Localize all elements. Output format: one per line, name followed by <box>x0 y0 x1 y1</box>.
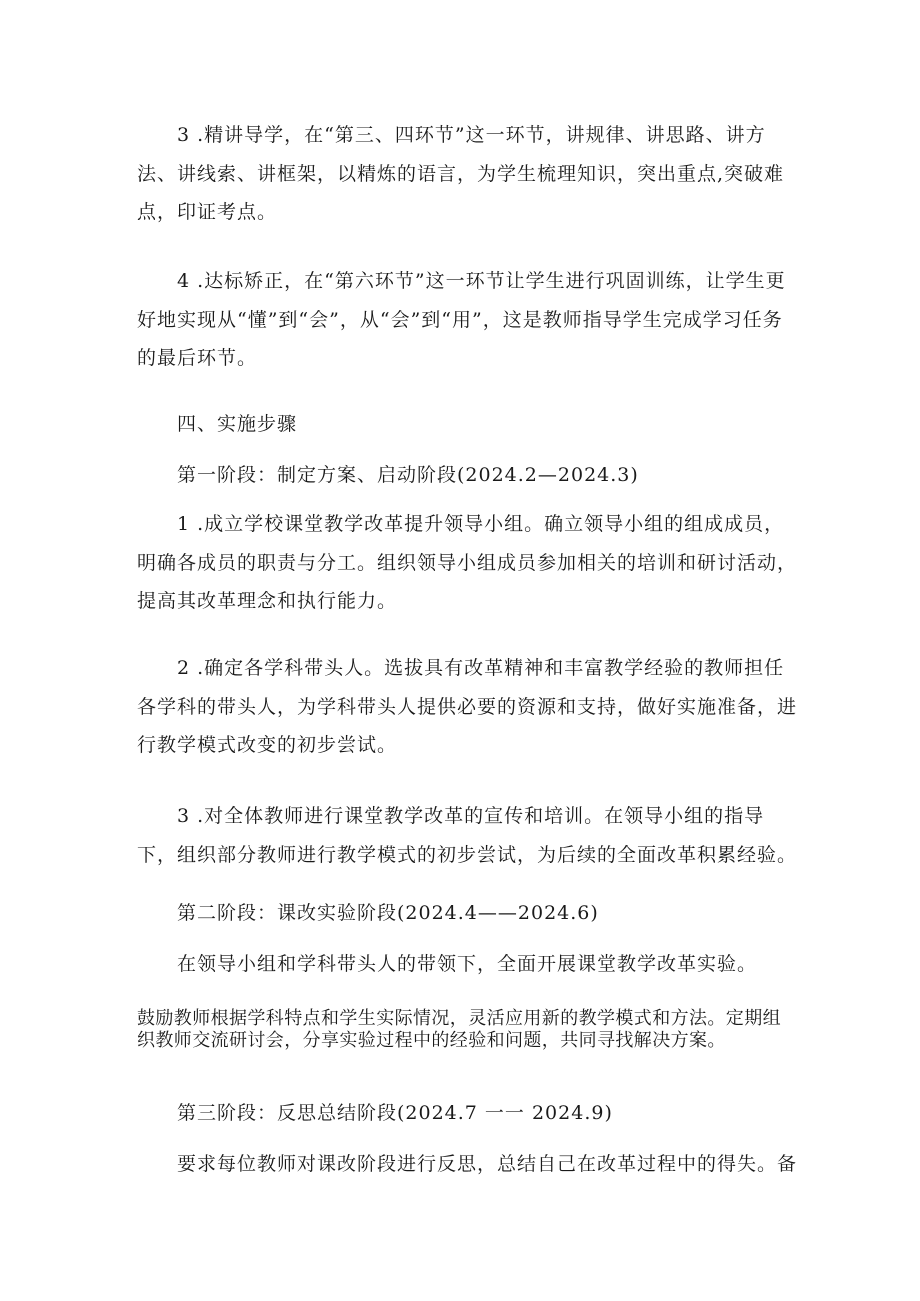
stage-1-item-2: 2 .确定各学科带头人。选拔具有改革精神和丰富教学经验的教师担任各学科的带头人，为学科带头人提供必要的资源和支持，做好实施准备，进行教学模式改变的初步尝试。 <box>137 657 798 756</box>
paragraph-point-3: 3 .精讲导学，在“第三、四环节”这一环节，讲规律、讲思路、讲方法、讲线索、讲框架，以精炼的语言，为学生梳理知识，突出重点,突破难点，印证考点。 <box>137 124 785 223</box>
stage-3-item-1: 要求每位教师对课改阶段进行反思，总结自己在改革过程中的得失。备 <box>177 1153 798 1175</box>
stage-2-heading: 第二阶段：课改实验阶段(2024.4——2024.6) <box>177 902 599 924</box>
stage-1-heading: 第一阶段：制定方案、启动阶段(2024.2—2024.3) <box>177 464 639 486</box>
stage-1-item-1: 1 .成立学校课堂教学改革提升领导小组。确立领导小组的组成成员，明确各成员的职责与分工。组织领导小组成员参加相关的培训和研讨活动，提高其改革理念和执行能力。 <box>137 513 798 612</box>
stage-1-item-3: 3 .对全体教师进行课堂教学改革的宣传和培训。在领导小组的指导下，组织部分教师进行教学模式的初步尝试，为后续的全面改革积累经验。 <box>137 805 798 866</box>
stage-3-heading: 第三阶段：反思总结阶段(2024.7 一一 2024.9) <box>177 1102 613 1124</box>
stage-2-item-2: 鼓励教师根据学科特点和学生实际情况，灵活应用新的教学模式和方法。定期组织教师交流研讨会，分享实验过程中的经验和问题，共同寻找解决方案。 <box>137 1008 781 1051</box>
paragraph-point-4: 4 .达标矫正，在“第六环节”这一环节让学生进行巩固训练，让学生更好地实现从“懂”到“会”，从“会”到“用”，这是教师指导学生完成学习任务的最后环节。 <box>137 270 786 369</box>
section-heading-implementation-steps: 四、实施步骤 <box>177 413 298 435</box>
stage-2-item-1: 在领导小组和学科带头人的带领下，全面开展课堂教学改革实验。 <box>177 953 758 975</box>
